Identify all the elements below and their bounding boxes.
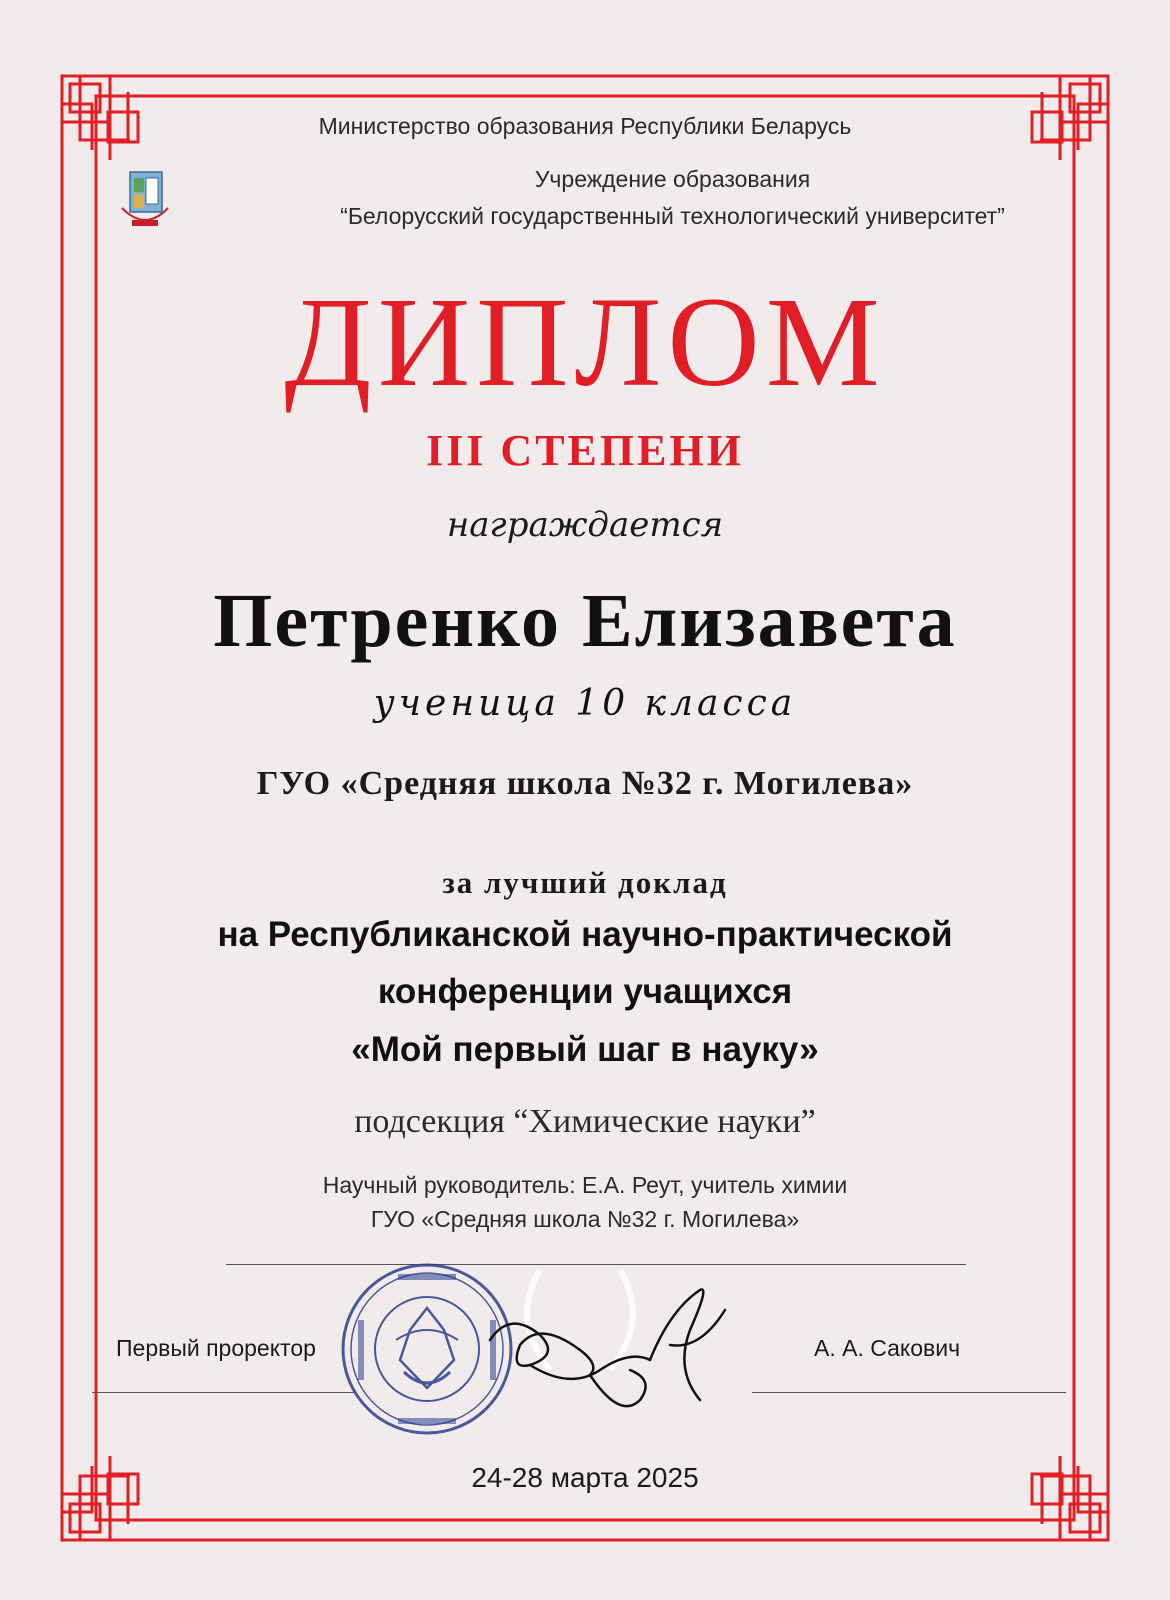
institution-type: Учреждение образования <box>534 166 811 192</box>
awarded-label: награждается <box>446 505 724 545</box>
university-logo <box>116 168 174 234</box>
supervisor-line: Научный руководитель: Е.А. Реут, учитель химии <box>322 1172 848 1198</box>
signature-line-right <box>752 1392 1066 1393</box>
signature-line-left <box>92 1392 354 1393</box>
event-date: 24-28 марта 2025 <box>471 1462 699 1493</box>
conference-title: «Мой первый шаг в науку» <box>351 1030 819 1069</box>
diploma-title: ДИПЛОМ <box>284 271 886 413</box>
signatory-title: Первый проректор <box>116 1335 316 1361</box>
signatory-name: А. А. Сакович <box>814 1335 961 1361</box>
conference-line-1: на Республиканской научно-практической <box>217 915 953 954</box>
recipient-school: ГУО «Средняя школа №32 г. Могилева» <box>256 765 914 802</box>
recipient-name: Петренко Елизавета <box>213 579 957 663</box>
university-name: “Белорусский государственный технологический университет” <box>340 203 1005 229</box>
award-reason: за лучший доклад <box>442 865 728 900</box>
conference-line-2: конференции учащихся <box>377 972 793 1011</box>
diploma-degree: III СТЕПЕНИ <box>426 426 744 475</box>
ministry-name: Министерство образования Республики Беларусь <box>318 113 852 139</box>
signature <box>470 1270 740 1430</box>
supervisor-school: ГУО «Средняя школа №32 г. Могилева» <box>370 1206 800 1232</box>
recipient-grade: ученица 10 класса <box>373 683 797 724</box>
subsection-name: подсекция “Химические науки” <box>354 1103 816 1140</box>
